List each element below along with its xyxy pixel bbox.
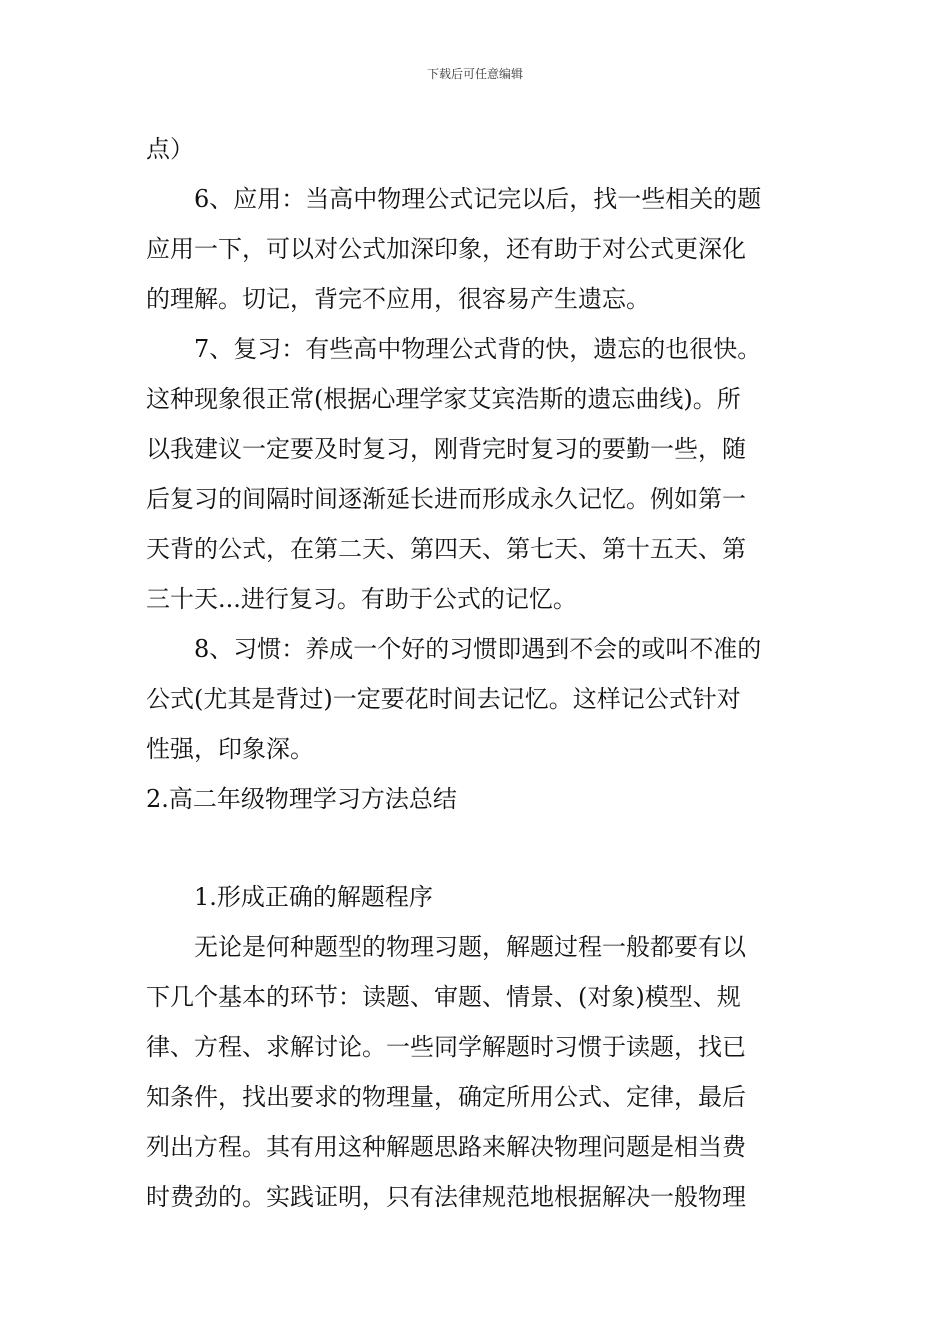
text-line: 天背的公式，在第二天、第四天、第七天、第十五天、第: [146, 535, 746, 563]
subsection-heading: 1.形成正确的解题程序: [194, 883, 433, 911]
text-line: 后复习的间隔时间逐渐延长进而形成永久记忆。例如第一: [146, 485, 746, 513]
text-line: 知条件，找出要求的物理量，确定所用公式、定律，最后: [146, 1083, 746, 1111]
text-line: 应用一下，可以对公式加深印象，还有助于对公式更深化: [146, 235, 746, 263]
page-header: 下载后可任意编辑: [426, 67, 523, 81]
text-line: 以我建议一定要及时复习，刚背完时复习的要勤一些，随: [146, 435, 746, 463]
text-line: 律、方程、求解讨论。一些同学解题时习惯于读题，找已: [146, 1033, 746, 1061]
text-line: 性强，印象深。: [146, 735, 314, 763]
text-line: 6、应用：当高中物理公式记完以后，找一些相关的题: [194, 185, 762, 213]
text-line: 公式(尤其是背过)一定要花时间去记忆。这样记公式针对: [146, 685, 741, 713]
text-line: 下几个基本的环节：读题、审题、情景、(对象)模型、规: [146, 983, 741, 1011]
section-heading: 2.高二年级物理学习方法总结: [146, 785, 457, 813]
text-line: 的理解。切记，背完不应用，很容易产生遗忘。: [146, 285, 650, 313]
text-line: 点）: [146, 135, 194, 163]
text-line: 8、习惯：养成一个好的习惯即遇到不会的或叫不准的: [194, 635, 762, 663]
text-line: 7、复习：有些高中物理公式背的快，遗忘的也很快。: [194, 335, 762, 363]
text-line: 列出方程。其有用这种解题思路来解决物理问题是相当费: [146, 1133, 746, 1161]
text-line: 无论是何种题型的物理习题，解题过程一般都要有以: [194, 933, 746, 961]
text-line: 三十天...进行复习。有助于公式的记忆。: [146, 585, 577, 613]
text-line: 这种现象很正常(根据心理学家艾宾浩斯的遗忘曲线)。所: [146, 385, 741, 413]
text-line: 时费劲的。实践证明，只有法律规范地根据解决一般物理: [146, 1183, 746, 1211]
